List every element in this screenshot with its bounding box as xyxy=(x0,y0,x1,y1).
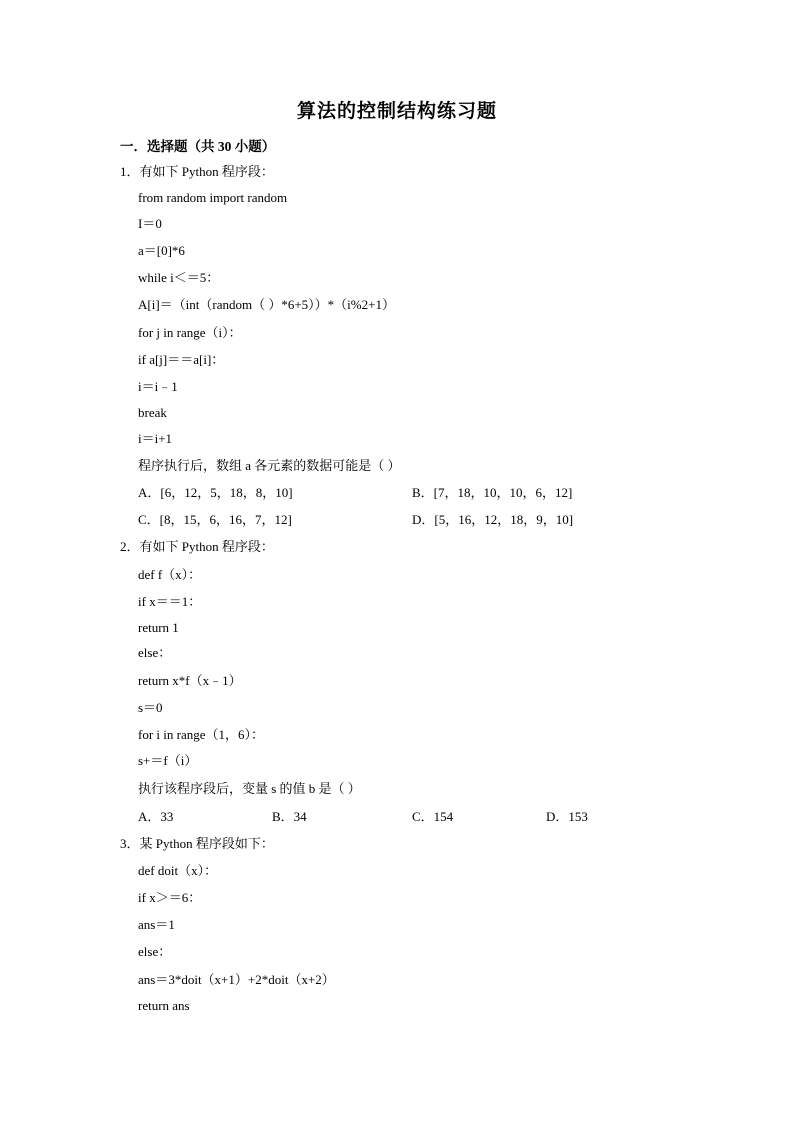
code-line: for i in range（1，6）： xyxy=(138,727,265,742)
question-1-option-b: B．[7，18，10，10，6，12] xyxy=(412,485,573,500)
question-2-option-a: A．33 xyxy=(138,809,174,824)
question-3-stem: 3．某 Python 程序段如下： xyxy=(120,836,274,851)
code-line: i＝i﹣1 xyxy=(138,379,178,394)
code-line: if x＞＝6： xyxy=(138,890,202,905)
document-title: 算法的控制结构练习题 xyxy=(296,101,497,122)
code-line: for j in range（i）： xyxy=(138,325,242,340)
code-line: return 1 xyxy=(138,620,179,635)
question-2-option-b: B．34 xyxy=(272,809,307,824)
code-line: return x*f（x﹣1） xyxy=(138,673,242,688)
question-1-option-a: A．[6，12，5，18，8，10] xyxy=(138,485,293,500)
code-line: return ans xyxy=(138,998,190,1013)
question-1-stem: 1．有如下 Python 程序段： xyxy=(120,164,274,179)
code-line: s+＝f（i） xyxy=(138,753,198,768)
code-line: i＝i+1 xyxy=(138,431,173,446)
code-line: def doit（x）： xyxy=(138,863,218,878)
code-line: if a[j]＝＝a[i]： xyxy=(138,352,225,367)
question-1-option-c: C．[8，15，6，16，7，12] xyxy=(138,512,292,527)
question-2-option-d: D．153 xyxy=(546,809,588,824)
code-line: break xyxy=(138,405,167,420)
code-line: I＝0 xyxy=(138,216,162,231)
code-line: a＝[0]*6 xyxy=(138,243,185,258)
question-2-prompt: 执行该程序段后，变量 s 的值 b 是（ ） xyxy=(138,781,361,796)
code-line: ans＝3*doit（x+1）+2*doit（x+2） xyxy=(138,972,335,987)
code-line: while i＜＝5： xyxy=(138,270,220,285)
question-2-option-c: C．154 xyxy=(412,809,454,824)
question-1-prompt: 程序执行后，数组 a 各元素的数据可能是（ ） xyxy=(138,458,401,473)
code-line: if x＝＝1： xyxy=(138,594,202,609)
code-line: A[i]＝（int（random（ ）*6+5））*（i%2+1） xyxy=(138,297,395,312)
code-line: else： xyxy=(138,645,172,660)
code-line: from random import random xyxy=(138,190,288,205)
question-2-stem: 2．有如下 Python 程序段： xyxy=(120,539,274,554)
code-line: ans＝1 xyxy=(138,917,175,932)
section-heading: 一．选择题（共 30 小题） xyxy=(120,139,276,154)
question-1-option-d: D．[5，16，12，18，9，10] xyxy=(412,512,574,527)
code-line: else： xyxy=(138,944,172,959)
code-line: s＝0 xyxy=(138,700,163,715)
code-line: def f（x）： xyxy=(138,567,202,582)
